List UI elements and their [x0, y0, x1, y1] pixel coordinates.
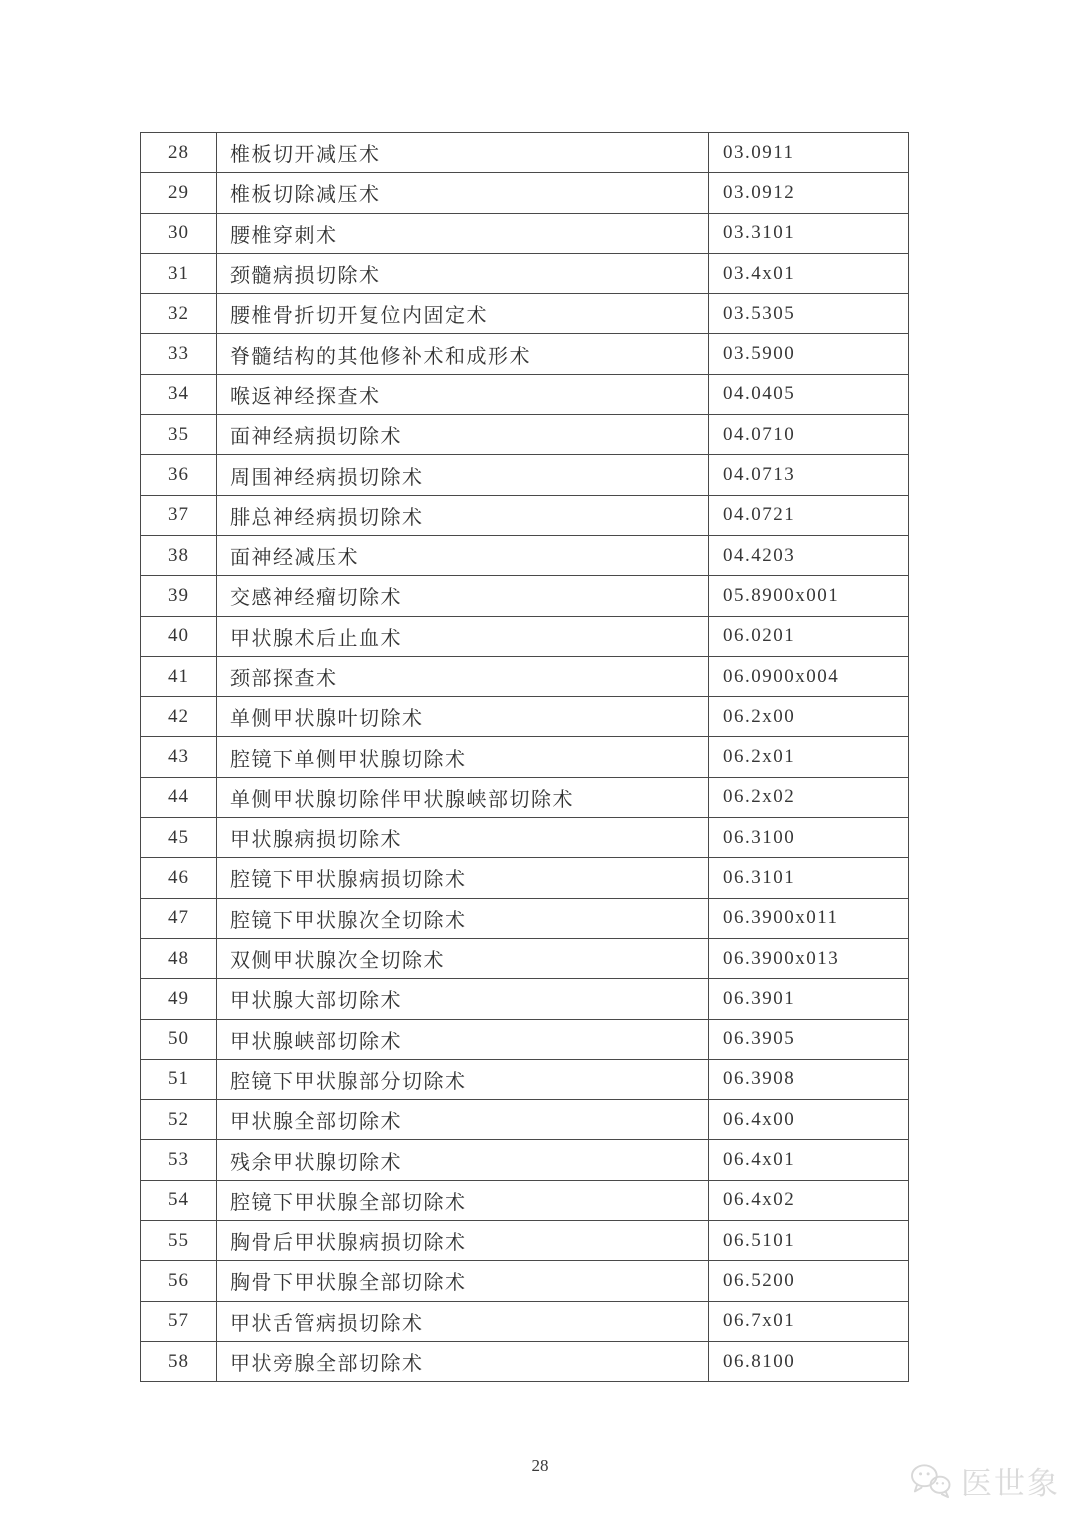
procedure-code: 03.0912	[709, 173, 909, 213]
procedure-name: 甲状腺全部切除术	[217, 1100, 709, 1140]
table-row	[141, 213, 909, 253]
row-number: 32	[141, 294, 217, 334]
procedure-name: 甲状腺术后止血术	[217, 616, 709, 656]
row-number: 54	[141, 1180, 217, 1220]
procedure-name: 面神经减压术	[217, 535, 709, 575]
procedure-code: 03.3101	[709, 213, 909, 253]
procedure-name: 甲状舌管病损切除术	[217, 1301, 709, 1341]
row-number: 33	[141, 334, 217, 374]
row-number: 39	[141, 576, 217, 616]
row-number: 52	[141, 1100, 217, 1140]
procedure-code: 06.4x01	[709, 1140, 909, 1180]
procedure-name: 腔镜下甲状腺部分切除术	[217, 1059, 709, 1099]
row-number: 47	[141, 898, 217, 938]
row-number: 34	[141, 374, 217, 414]
procedure-name: 颈髓病损切除术	[217, 253, 709, 293]
table-row	[141, 1301, 909, 1341]
procedure-code: 04.0710	[709, 415, 909, 455]
table-row	[141, 495, 909, 535]
row-number: 55	[141, 1221, 217, 1261]
procedure-code: 03.5305	[709, 294, 909, 334]
row-number: 51	[141, 1059, 217, 1099]
procedure-code: 06.3901	[709, 979, 909, 1019]
table-row	[141, 737, 909, 777]
table-row	[141, 415, 909, 455]
procedure-code: 06.2x01	[709, 737, 909, 777]
table-row	[141, 334, 909, 374]
row-number: 58	[141, 1341, 217, 1381]
row-number: 40	[141, 616, 217, 656]
procedure-code: 06.8100	[709, 1341, 909, 1381]
procedure-name: 甲状腺峡部切除术	[217, 1019, 709, 1059]
procedure-code: 04.0721	[709, 495, 909, 535]
procedure-code: 06.2x00	[709, 697, 909, 737]
procedure-name: 胸骨下甲状腺全部切除术	[217, 1261, 709, 1301]
procedure-code: 06.0201	[709, 616, 909, 656]
row-number: 49	[141, 979, 217, 1019]
row-number: 31	[141, 253, 217, 293]
procedure-code: 06.4x00	[709, 1100, 909, 1140]
procedure-name: 周围神经病损切除术	[217, 455, 709, 495]
procedure-code: 06.3101	[709, 858, 909, 898]
procedure-name: 椎板切开减压术	[217, 133, 709, 173]
procedure-name: 残余甲状腺切除术	[217, 1140, 709, 1180]
row-number: 43	[141, 737, 217, 777]
row-number: 36	[141, 455, 217, 495]
table-row	[141, 253, 909, 293]
row-number: 57	[141, 1301, 217, 1341]
procedure-name: 脊髓结构的其他修补术和成形术	[217, 334, 709, 374]
procedure-code: 03.5900	[709, 334, 909, 374]
procedure-code: 06.3900x013	[709, 938, 909, 978]
procedure-name: 颈部探查术	[217, 656, 709, 696]
table-row	[141, 1100, 909, 1140]
procedure-name: 胸骨后甲状腺病损切除术	[217, 1221, 709, 1261]
table-row	[141, 1180, 909, 1220]
procedure-code: 06.5200	[709, 1261, 909, 1301]
row-number: 41	[141, 656, 217, 696]
procedure-name: 面神经病损切除术	[217, 415, 709, 455]
table-row	[141, 576, 909, 616]
table-row	[141, 858, 909, 898]
procedure-code: 06.7x01	[709, 1301, 909, 1341]
procedure-code: 03.4x01	[709, 253, 909, 293]
row-number: 56	[141, 1261, 217, 1301]
table-row	[141, 1140, 909, 1180]
row-number: 42	[141, 697, 217, 737]
procedure-code: 06.3900x011	[709, 898, 909, 938]
table-row	[141, 656, 909, 696]
table-row	[141, 455, 909, 495]
procedure-name: 腔镜下单侧甲状腺切除术	[217, 737, 709, 777]
procedure-name: 腔镜下甲状腺次全切除术	[217, 898, 709, 938]
table-row	[141, 979, 909, 1019]
procedure-name: 腰椎穿刺术	[217, 213, 709, 253]
procedure-code: 05.8900x001	[709, 576, 909, 616]
row-number: 35	[141, 415, 217, 455]
row-number: 28	[141, 133, 217, 173]
table-row	[141, 616, 909, 656]
table-body	[141, 133, 909, 1382]
table-row	[141, 535, 909, 575]
row-number: 29	[141, 173, 217, 213]
table-row	[141, 818, 909, 858]
procedure-name: 双侧甲状腺次全切除术	[217, 938, 709, 978]
row-number: 45	[141, 818, 217, 858]
row-number: 38	[141, 535, 217, 575]
table-row	[141, 173, 909, 213]
table-row	[141, 938, 909, 978]
table-row	[141, 697, 909, 737]
table-row	[141, 294, 909, 334]
procedure-code: 06.0900x004	[709, 656, 909, 696]
table-row	[141, 898, 909, 938]
row-number: 53	[141, 1140, 217, 1180]
row-number: 48	[141, 938, 217, 978]
procedure-name: 甲状腺病损切除术	[217, 818, 709, 858]
table-row	[141, 133, 909, 173]
procedure-code: 04.4203	[709, 535, 909, 575]
procedure-name: 腓总神经病损切除术	[217, 495, 709, 535]
table-row	[141, 1019, 909, 1059]
procedure-code-table	[140, 132, 909, 1382]
procedure-code: 04.0405	[709, 374, 909, 414]
procedure-name: 单侧甲状腺切除伴甲状腺峡部切除术	[217, 777, 709, 817]
table-row	[141, 374, 909, 414]
row-number: 37	[141, 495, 217, 535]
procedure-code: 04.0713	[709, 455, 909, 495]
wechat-icon	[908, 1462, 954, 1500]
procedure-name: 喉返神经探查术	[217, 374, 709, 414]
table-row	[141, 1221, 909, 1261]
page-number: 28	[531, 1456, 549, 1475]
procedure-name: 甲状旁腺全部切除术	[217, 1341, 709, 1381]
procedure-code: 06.3100	[709, 818, 909, 858]
watermark-brand-text: 医世象	[961, 1466, 1060, 1501]
row-number: 46	[141, 858, 217, 898]
row-number: 30	[141, 213, 217, 253]
procedure-name: 腔镜下甲状腺病损切除术	[217, 858, 709, 898]
procedure-name: 椎板切除减压术	[217, 173, 709, 213]
row-number: 50	[141, 1019, 217, 1059]
procedure-code: 06.3905	[709, 1019, 909, 1059]
table-row	[141, 1059, 909, 1099]
procedure-name: 甲状腺大部切除术	[217, 979, 709, 1019]
procedure-code: 06.2x02	[709, 777, 909, 817]
table-row	[141, 1261, 909, 1301]
procedure-name: 单侧甲状腺叶切除术	[217, 697, 709, 737]
procedure-name: 交感神经瘤切除术	[217, 576, 709, 616]
procedure-code: 06.4x02	[709, 1180, 909, 1220]
table-row	[141, 777, 909, 817]
procedure-code: 03.0911	[709, 133, 909, 173]
procedure-name: 腔镜下甲状腺全部切除术	[217, 1180, 709, 1220]
table-row	[141, 1341, 909, 1381]
row-number: 44	[141, 777, 217, 817]
procedure-code: 06.5101	[709, 1221, 909, 1261]
watermark	[908, 1458, 1060, 1503]
procedure-name: 腰椎骨折切开复位内固定术	[217, 294, 709, 334]
procedure-code: 06.3908	[709, 1059, 909, 1099]
